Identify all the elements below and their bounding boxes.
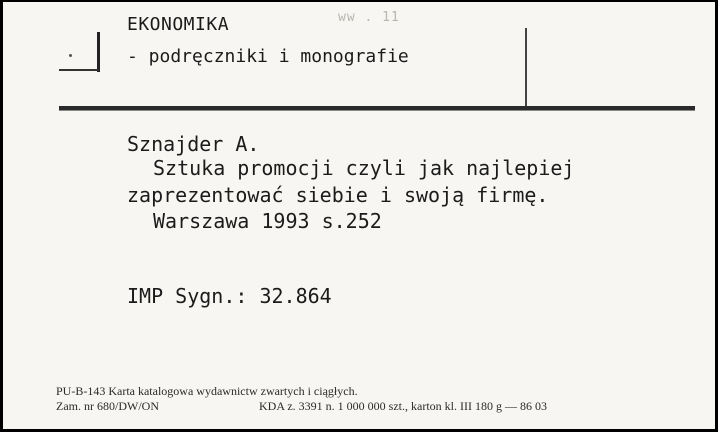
corner-bracket-vertical	[97, 32, 100, 72]
footer-form-line: PU-B-143 Karta katalogowa wydawnictw zwartych i ciągłych.	[56, 384, 358, 398]
title-line-2: zaprezentować siebie i swoją firmę.	[127, 183, 549, 207]
header-divider	[525, 28, 527, 106]
call-number: IMP Sygn.: 32.864	[127, 284, 332, 308]
subject-subheading: - podręczniki i monografie	[127, 46, 409, 67]
author: Sznajder A.	[127, 132, 260, 156]
corner-bracket-horizontal	[59, 69, 99, 71]
header-rule-thin	[59, 110, 695, 111]
footer-print-info: KDA z. 3391 n. 1 000 000 szt., karton kl. III 180 g — 86 03	[259, 399, 547, 413]
publication-info: Warszawa 1993 s.252	[153, 209, 382, 233]
catalog-card	[3, 2, 715, 429]
bracket-dot	[69, 54, 72, 57]
faint-stamp: ww . 11	[338, 10, 400, 25]
subject-heading: EKONOMIKA	[127, 14, 230, 35]
footer-order-number: Zam. nr 680/DW/ON	[56, 399, 159, 413]
title-line-1: Sztuka promocji czyli jak najlepiej	[153, 156, 575, 180]
